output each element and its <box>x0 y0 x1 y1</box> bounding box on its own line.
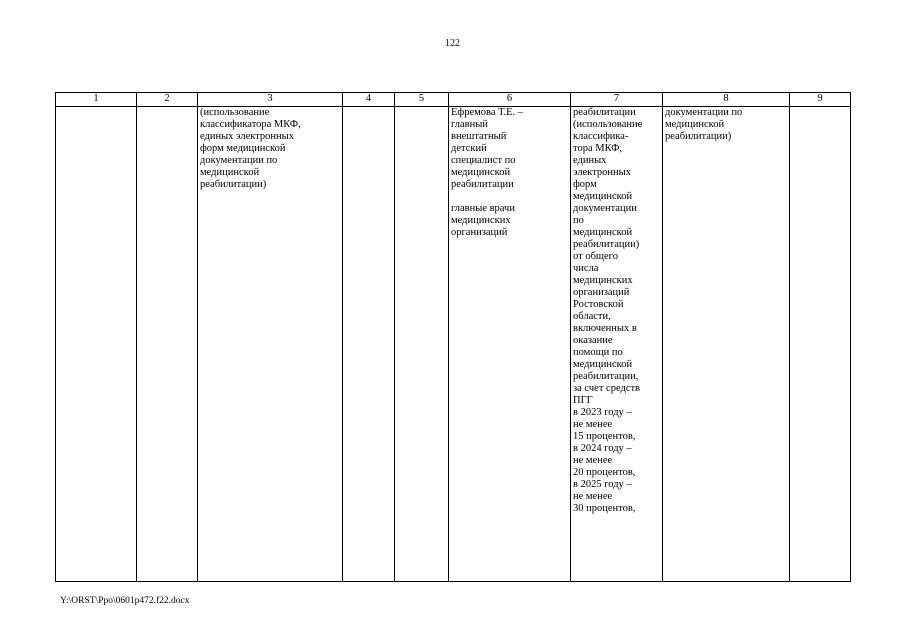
table-header-row <box>56 93 851 107</box>
document-table <box>55 92 851 582</box>
table-row <box>56 107 851 582</box>
column-header-5: 5 <box>395 93 449 107</box>
footer-file-path: Y:\ORST\Ppo\0601p472.f22.docx <box>60 596 190 606</box>
page-number: 122 <box>445 38 460 49</box>
cell-col-7: реабилитации (использование классифика- тора МКФ, единых электронных форм медицинской документации по медицинской реабилитации) от общего числа медицинских организаций Ростовской области, включенных в оказание помощи по медицинской реабилитации, за счет средств ПГГ в 2023 году – не менее 15 процентов, в 2024 году – не менее 20 процентов, в 2025 году – не менее 30 процентов, <box>571 107 663 582</box>
cell-col-9 <box>790 107 851 582</box>
cell-col-1 <box>56 107 137 582</box>
column-header-9: 9 <box>790 93 851 107</box>
cell-col-2 <box>137 107 198 582</box>
column-header-7: 7 <box>571 93 663 107</box>
column-header-1: 1 <box>56 93 137 107</box>
cell-col-6: Ефремова Т.Е. – главный внештатный детский специалист по медицинской реабилитации главные врачи медицинских организаций <box>449 107 571 582</box>
column-header-8: 8 <box>663 93 790 107</box>
column-header-6: 6 <box>449 93 571 107</box>
column-header-3: 3 <box>198 93 343 107</box>
cell-col-8: документации по медицинской реабилитации) <box>663 107 790 582</box>
cell-col-3: (использование классификатора МКФ, единых электронных форм медицинской документации по медицинской реабилитации) <box>198 107 343 582</box>
cell-col-4 <box>343 107 395 582</box>
column-header-2: 2 <box>137 93 198 107</box>
cell-col-5 <box>395 107 449 582</box>
column-header-4: 4 <box>343 93 395 107</box>
